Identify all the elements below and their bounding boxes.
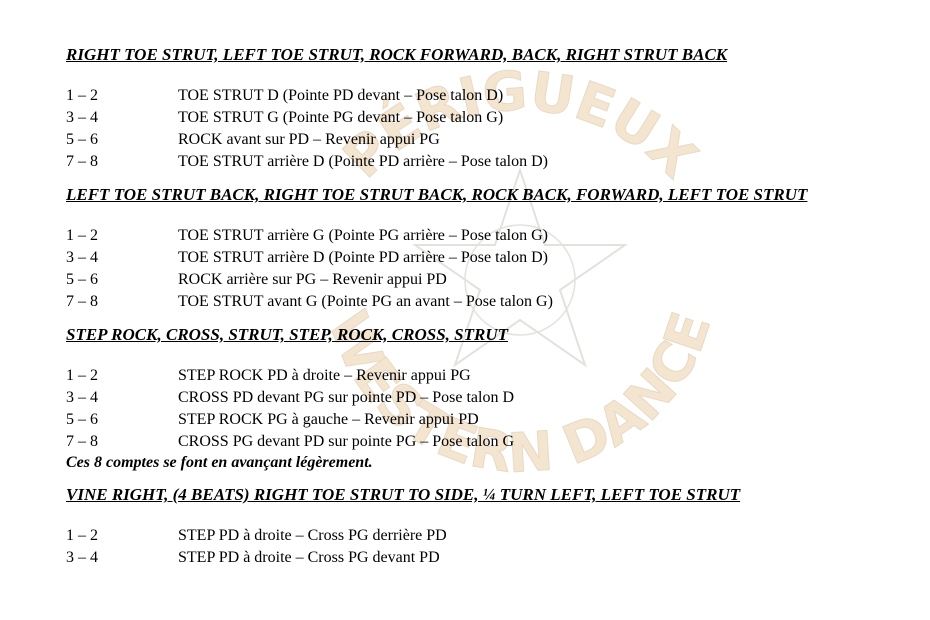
step-row	[66, 409, 836, 431]
step-list	[66, 525, 836, 569]
step-description: TOE STRUT G (Pointe PG devant – Pose talon G)	[178, 109, 504, 126]
step-description: ROCK avant sur PD – Revenir appui PG	[178, 131, 440, 148]
step-count: 1 – 2	[66, 227, 98, 244]
step-row	[66, 107, 836, 129]
step-description: TOE STRUT arrière D (Pointe PD arrière – Pose talon D)	[178, 153, 548, 170]
step-description: STEP PD à droite – Cross PG devant PD	[178, 549, 440, 566]
step-count: 3 – 4	[66, 109, 98, 126]
section-heading: VINE RIGHT, (4 BEATS) RIGHT TOE STRUT TO SIDE, ¼ TURN LEFT, LEFT TOE STRUT	[66, 485, 741, 504]
step-count: 3 – 4	[66, 549, 98, 566]
step-description: TOE STRUT arrière G (Pointe PG arrière – Pose talon G)	[178, 227, 548, 244]
step-row	[66, 365, 836, 387]
section-3	[66, 325, 836, 473]
step-description: CROSS PG devant PD sur pointe PG – Pose talon G	[178, 433, 515, 450]
section-heading: LEFT TOE STRUT BACK, RIGHT TOE STRUT BACK, ROCK BACK, FORWARD, LEFT TOE STRUT	[66, 185, 808, 204]
watermark-text-top: PÉRIGUEUX	[331, 59, 709, 190]
step-row	[66, 85, 836, 107]
step-row	[66, 151, 836, 173]
section-heading: STEP ROCK, CROSS, STRUT, STEP, ROCK, CROSS, STRUT	[66, 325, 508, 344]
section-1	[66, 45, 836, 173]
step-count: 5 – 6	[66, 271, 98, 288]
section-note: Ces 8 comptes se font en avançant légèrement.	[66, 454, 373, 471]
step-row	[66, 431, 836, 453]
step-count: 1 – 2	[66, 367, 98, 384]
step-description: STEP ROCK PD à droite – Revenir appui PG	[178, 367, 471, 384]
step-count: 7 – 8	[66, 293, 98, 310]
step-count: 5 – 6	[66, 411, 98, 428]
step-count: 1 – 2	[66, 527, 98, 544]
step-row	[66, 525, 836, 547]
step-count: 7 – 8	[66, 153, 98, 170]
step-count: 1 – 2	[66, 87, 98, 104]
step-description: STEP PD à droite – Cross PG derrière PD	[178, 527, 447, 544]
step-count: 3 – 4	[66, 249, 98, 266]
step-row	[66, 269, 836, 291]
step-row	[66, 387, 836, 409]
step-description: STEP ROCK PG à gauche – Revenir appui PD	[178, 411, 479, 428]
step-description: TOE STRUT avant G (Pointe PG an avant – Pose talon G)	[178, 293, 553, 310]
step-description: CROSS PD devant PG sur pointe PD – Pose talon D	[178, 389, 515, 406]
step-count: 7 – 8	[66, 433, 98, 450]
step-list	[66, 365, 836, 453]
watermark-text-bottom: WESTERN DANCE	[315, 302, 724, 486]
step-description: TOE STRUT D (Pointe PD devant – Pose talon D)	[178, 87, 504, 104]
step-count: 3 – 4	[66, 389, 98, 406]
step-description: ROCK arrière sur PG – Revenir appui PD	[178, 271, 447, 288]
step-list	[66, 225, 836, 313]
step-row	[66, 547, 836, 569]
section-2	[66, 185, 836, 313]
step-row	[66, 129, 836, 151]
step-row	[66, 225, 836, 247]
section-heading: RIGHT TOE STRUT, LEFT TOE STRUT, ROCK FORWARD, BACK, RIGHT STRUT BACK	[66, 45, 728, 64]
step-row	[66, 291, 836, 313]
step-row	[66, 247, 836, 269]
step-description: TOE STRUT arrière D (Pointe PD arrière – Pose talon D)	[178, 249, 548, 266]
section-4	[66, 485, 836, 569]
step-list	[66, 85, 836, 173]
step-count: 5 – 6	[66, 131, 98, 148]
